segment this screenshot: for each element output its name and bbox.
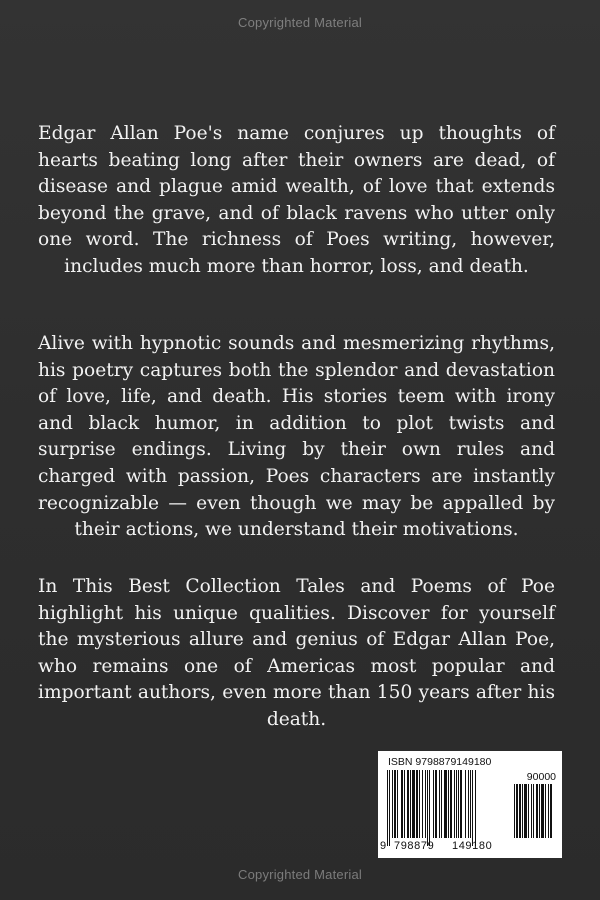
barcode-bar (536, 784, 538, 838)
blurb-paragraph-1: Edgar Allan Poe's name conjures up thoughts of hearts beating long after their owners are dead, of disease and plague amid wealth, of love that extends beyond the grave, and of black ravens who utter only one word. The richness of Poes writing, however, includes much more than horror, loss, and death. (38, 123, 555, 277)
barcode-bar (458, 770, 459, 838)
barcode-bar (404, 770, 405, 838)
barcode-bar (548, 784, 549, 838)
barcode-bar (448, 770, 449, 838)
barcode-bar (514, 784, 515, 838)
barcode-bar (470, 770, 471, 838)
barcode-bar (429, 770, 430, 846)
isbn-label: ISBN 9798879149180 (388, 756, 492, 768)
barcode-bar (450, 770, 452, 838)
blurb-paragraph-3: In This Best Collection Tales and Poems of Poe highlight his unique qualities. Discover for yourself the mysterious allure and genius of Edgar Allan Poe, who remains one of Americas most popular and important authors, even more than 150 years after his death. (38, 576, 555, 730)
isbn-barcode-box (378, 751, 562, 858)
barcode-bar (472, 770, 473, 846)
price-addon-barcode-icon (514, 784, 558, 848)
barcode-bar (524, 784, 527, 838)
price-code: 90000 (526, 771, 556, 783)
barcode-bar (407, 770, 409, 838)
barcode-bar (427, 770, 428, 846)
barcode-bar (528, 784, 529, 838)
barcode-bar (550, 784, 552, 838)
blurb-paragraph-2: Alive with hypnotic sounds and mesmerizing rhythms, his poetry captures both the splendor and devastation of love, life, and death. His stories teem with irony and black humor, in addition to plot twists and surprise endings. Living by their own rules and charged with passion, Poes characters are instantly recognizable — even though we may be appalled by their actions, we understand their motivations. (38, 333, 555, 541)
barcode-bar (541, 784, 544, 838)
barcode-bar (539, 784, 540, 838)
barcode-bar (533, 784, 534, 838)
barcode-bar (394, 770, 396, 838)
barcode-bar (444, 770, 447, 838)
barcode-bar (460, 770, 462, 838)
barcode-bar (519, 784, 521, 838)
barcode-bar (387, 770, 388, 846)
barcode-bar (475, 770, 476, 846)
barcode-bar (419, 770, 420, 838)
barcode-bar (439, 770, 440, 838)
barcode-bar (422, 770, 423, 838)
barcode-bar (516, 784, 518, 838)
barcode-bar (389, 770, 390, 846)
barcode-bar (425, 770, 426, 838)
barcode-bar (435, 770, 437, 838)
barcode-bar (456, 770, 457, 838)
barcode-bar (522, 784, 523, 838)
ean13-barcode-icon (387, 770, 514, 848)
barcode-bar (392, 770, 393, 838)
barcode-bar (531, 784, 532, 838)
watermark-bottom: Copyrighted Material (238, 867, 362, 882)
barcode-bar (468, 770, 469, 838)
barcode-bar (401, 770, 403, 838)
barcode-bar (416, 770, 418, 838)
barcode-bar (397, 770, 398, 838)
barcode-digit-group-1: 798879 (394, 840, 435, 852)
barcode-bar (441, 770, 442, 838)
barcode-bar (412, 770, 415, 838)
barcode-bar (545, 784, 546, 838)
barcode-digit-first: 9 (380, 840, 387, 852)
barcode-bar (433, 770, 434, 838)
barcode-bar (410, 770, 411, 838)
barcode-digit-group-2: 149180 (452, 840, 493, 852)
barcode-bar (454, 770, 455, 838)
watermark-top: Copyrighted Material (238, 15, 362, 30)
barcode-bar (465, 770, 466, 838)
